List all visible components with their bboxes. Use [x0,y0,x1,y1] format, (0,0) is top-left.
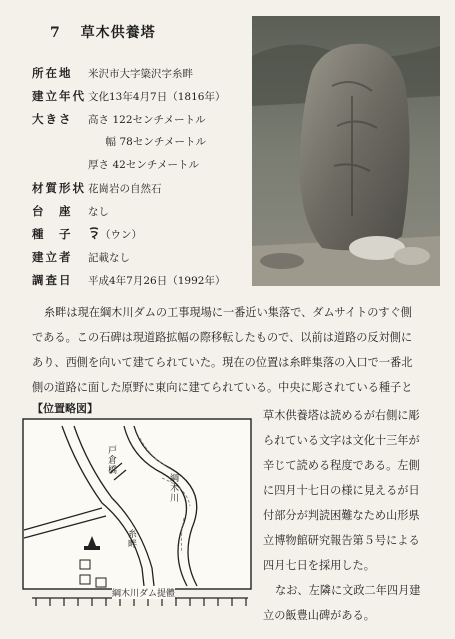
info-row-survey-date [32,272,225,288]
info-label: 建立年代 [32,89,86,103]
body-line: なお、左隣に文政二年四月建 [275,584,421,597]
info-label: 大きさ [32,112,73,126]
body-line: 側の道路に面した原野に東向に建てられている。中央に彫されている種子と [32,381,413,394]
info-row-pedestal [32,203,109,219]
page-title: 草木供養塔 [80,25,156,41]
body-line: 立の飯豊山碑がある。 [263,609,375,622]
body-line: 草木供養塔は読めるが右側に彫 [263,409,420,422]
info-label: 調査日 [32,273,73,287]
info-row-location [32,65,193,81]
body-line: に四月十七日の様に見えるが日 [263,484,420,497]
body-line: 立博物館研究報告第５号による [263,534,420,547]
map-label-village: 糸畔 [128,530,138,550]
info-sub: 高さ [88,114,109,126]
map-label-bridge: 戸倉橋 [108,446,118,476]
heading [50,22,156,42]
body-line: 四月七日を採用した。 [263,559,375,572]
info-row-size-depth [32,157,199,172]
info-row-material [32,180,162,196]
info-label: 所在地 [32,66,73,80]
info-row-date [32,88,225,104]
map-title: 【位置略図】 [32,402,98,415]
info-row-seed [32,226,142,242]
body-line: あり、西側を向いて建てられていた。現在の位置は糸畔集落の入口で一番北 [32,356,413,369]
info-label: 種 子 [32,227,73,241]
section-number: 7 [50,25,61,41]
map-label-river: 綱木川 [170,474,180,504]
body-line: 辛じて読める程度である。左側 [263,459,420,472]
body-line: られている文字は文化十三年が [263,434,420,447]
sanskrit-seed-glyph [88,226,100,240]
body-line: 付部分が判読困難なため山形県 [263,509,420,522]
info-row-builder [32,249,130,265]
info-value: なし [88,206,109,218]
info-value: 122センチメートル [112,114,206,126]
info-value: 記載なし [88,252,130,264]
info-label: 台 座 [32,204,73,218]
info-label: 建立者 [32,250,73,264]
body-line: 糸畔は現在綱木川ダムの工事現場に一番近い集落で、ダムサイトのすぐ側 [44,306,412,319]
info-sub: 厚さ [88,159,109,171]
body-paragraph [32,300,442,400]
info-label: 材質形状 [32,181,86,195]
info-value: 平成4年7月26日（1992年） [88,275,226,287]
info-value: 文化13年4月7日（1816年） [88,91,226,103]
info-value: （ウン） [100,229,142,241]
info-row-size-width [32,134,206,149]
body-line: である。この石碑は現道路拡幅の際移転したもので、以前は道路の反対側に [32,331,413,344]
stone-monument-photo [252,16,440,286]
map-label-dam: 綱木川ダム提體 [112,586,175,599]
info-value: 米沢市大字簗沢字糸畔 [88,68,193,80]
info-value: 花崗岩の自然石 [88,183,162,195]
location-map [22,418,252,608]
info-value: 42センチメートル [112,159,199,171]
info-row-size-height [32,111,206,127]
right-column-text [263,403,443,628]
info-sub: 幅 [105,136,116,148]
info-value: 78センチメートル [119,136,206,148]
